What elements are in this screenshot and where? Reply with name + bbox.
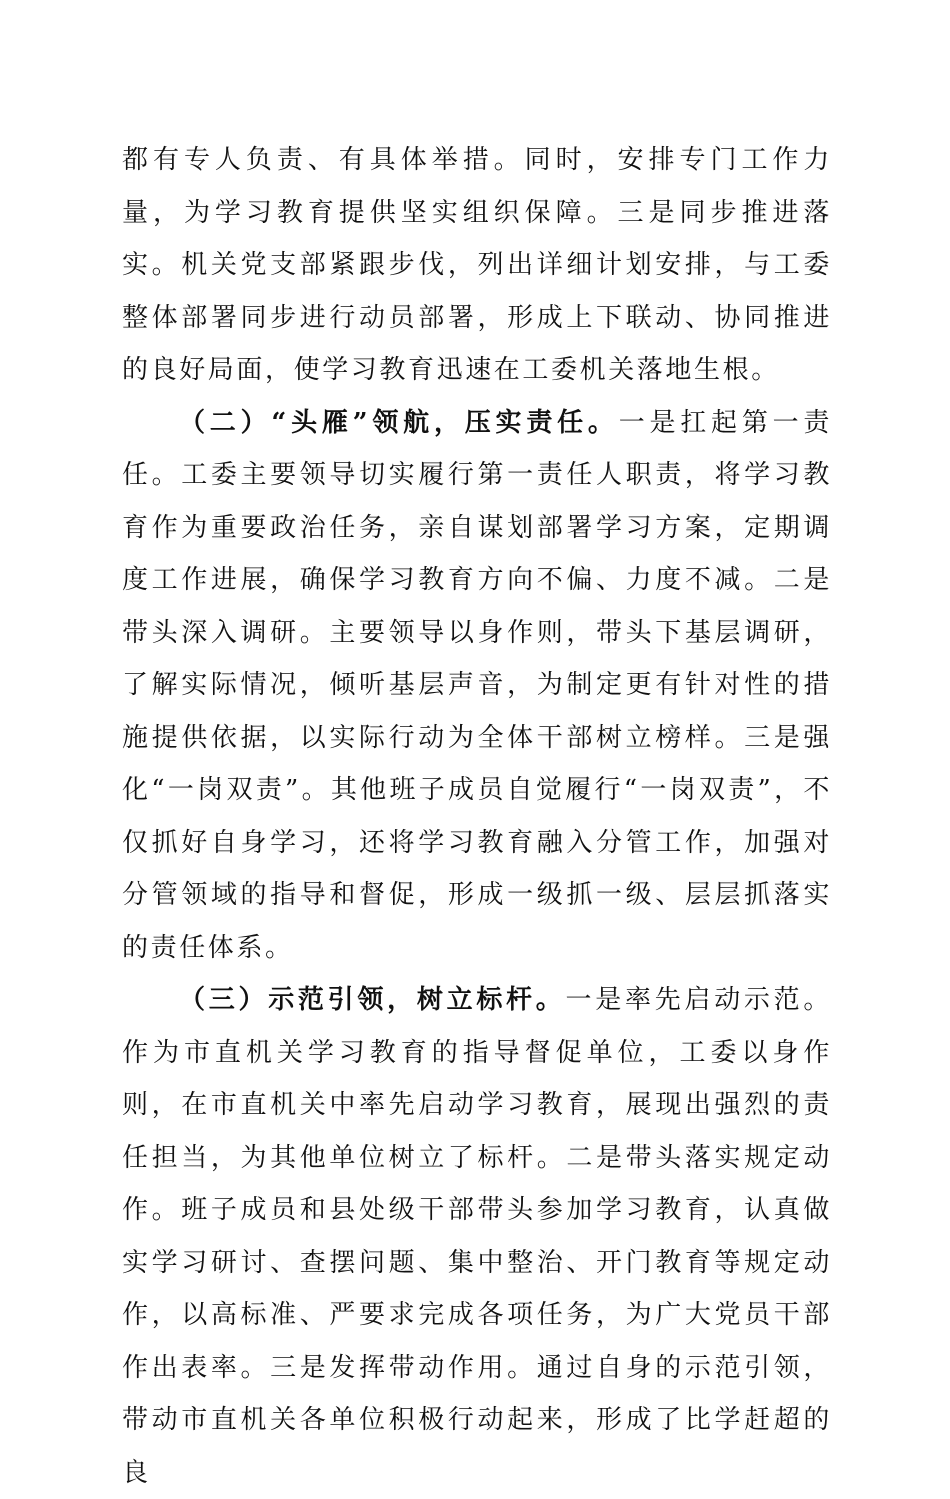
section-3-heading: （三）示范引领，树立标杆。 bbox=[179, 985, 566, 1015]
section-2-heading: （二）“头雁”领航，压实责任。 bbox=[179, 407, 619, 438]
document-body bbox=[122, 134, 832, 1499]
paragraph-1 bbox=[122, 134, 832, 397]
paragraph-2-text: 一是扛起第一责任。工委主要领导切实履行第一责任人职责，将学习教育作为重要政治任务，亲自谋划部署学习方案，定期调度工作进展，确保学习教育方向不偏、力度不减。二是带头深入调研。主要领导以身作则，带头下基层调研，了解实际情况，倾听基层声音，为制定更有针对性的措施提供依据，以实际行动为全体干部树立榜样。三是强化“一岗双责”。其他班子成员自觉履行“一岗双责”，不仅抓好自身学习，还将学习教育融入分管工作，加强对分管领域的指导和督促，形成一级抓一级、层层抓落实的责任体系。 bbox=[122, 407, 832, 963]
paragraph-2 bbox=[122, 397, 832, 975]
paragraph-3-text: 一是率先启动示范。作为市直机关学习教育的指导督促单位，工委以身作则，在市直机关中率先启动学习教育，展现出强烈的责任担当，为其他单位树立了标杆。二是带头落实规定动作。班子成员和县处级干部带头参加学习教育，认真做实学习研讨、查摆问题、集中整治、开门教育等规定动作，以高标准、严要求完成各项任务，为广大党员干部作出表率。三是发挥带动作用。通过自身的示范引领，带动市直机关各单位积极行动起来，形成了比学赶超的良 bbox=[122, 985, 832, 1488]
paragraph-3 bbox=[122, 974, 832, 1499]
paragraph-1-text: 都有专人负责、有具体举措。同时，安排专门工作力量，为学习教育提供坚实组织保障。三是同步推进落实。机关党支部紧跟步伐，列出详细计划安排，与工委整体部署同步进行动员部署，形成上下联动、协同推进的良好局面，使学习教育迅速在工委机关落地生根。 bbox=[122, 145, 832, 385]
